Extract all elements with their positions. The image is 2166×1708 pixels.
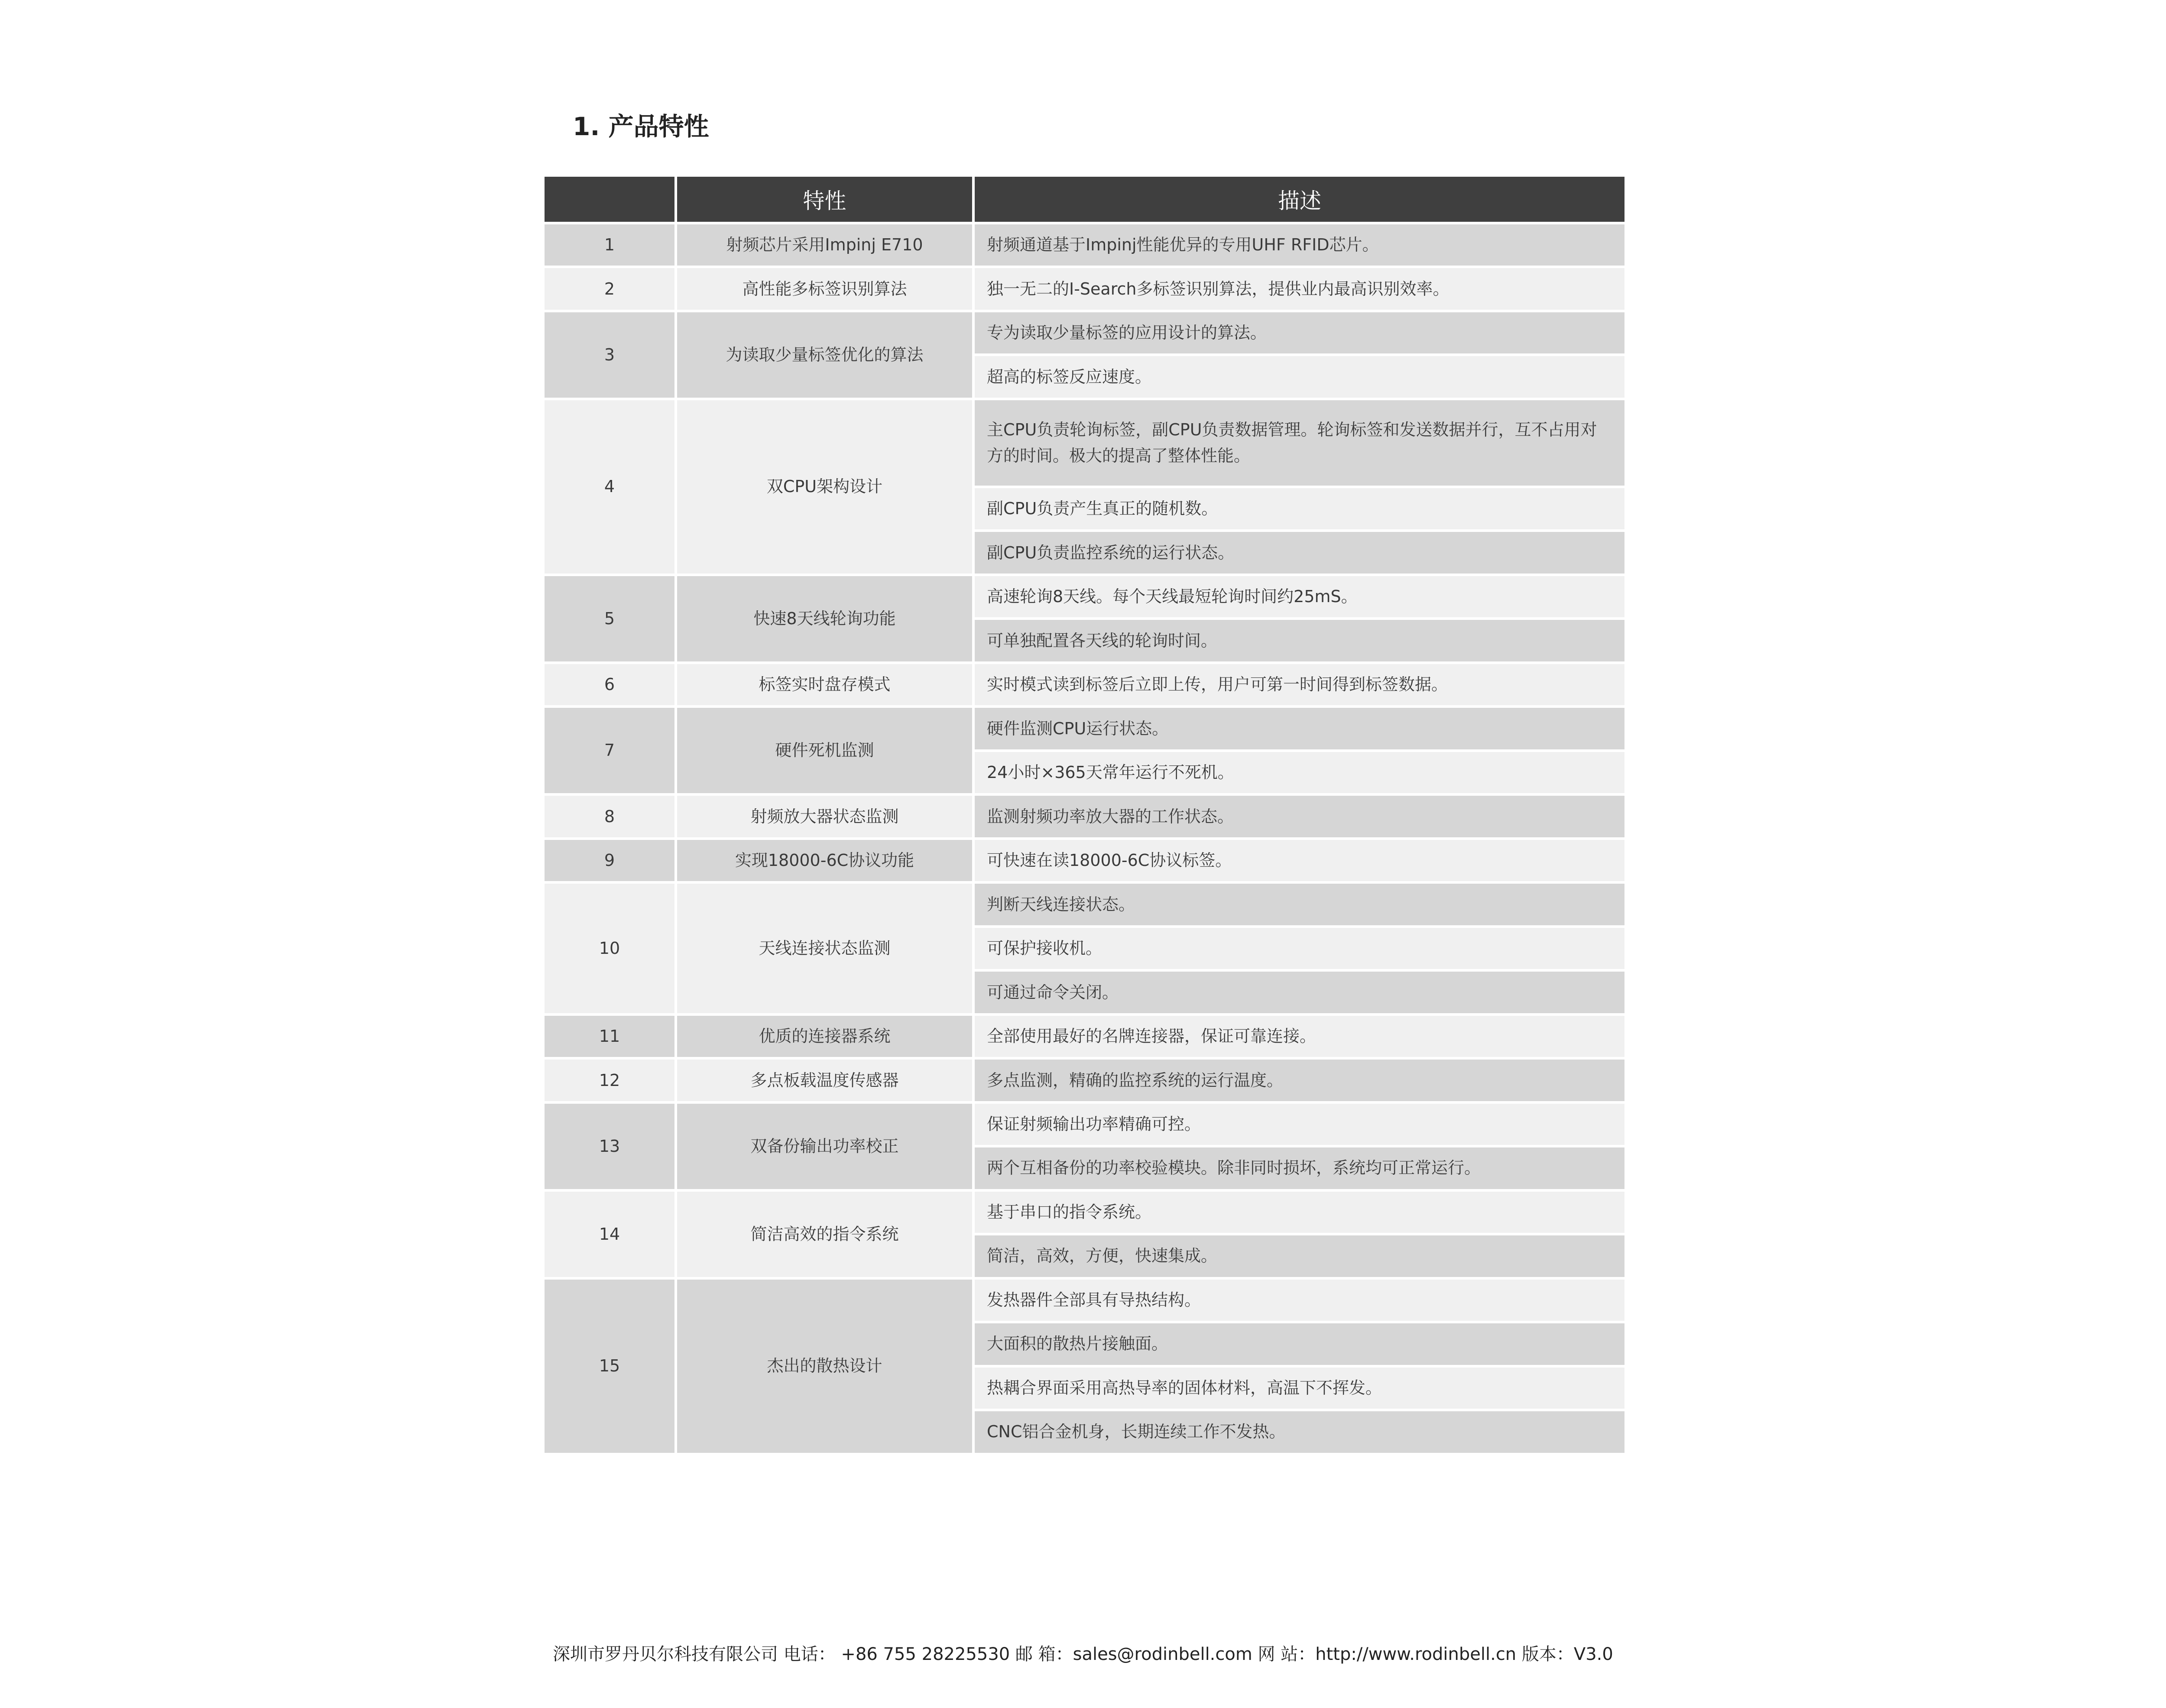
header-cell-feature: 特性	[677, 177, 972, 222]
feature-cell: 高性能多标签识别算法	[677, 268, 972, 309]
feature-cell: 杰出的散热设计	[677, 1280, 972, 1453]
description-cell: 多点监测，精确的监控系统的运行温度。	[975, 1060, 1624, 1101]
feature-cell: 为读取少量标签优化的算法	[677, 312, 972, 398]
description-cell: 判断天线连接状态。	[975, 884, 1624, 925]
row-number: 2	[545, 268, 674, 309]
header-cell-index	[545, 177, 674, 222]
description-cell: 主CPU负责轮询标签，副CPU负责数据管理。轮询标签和发送数据并行，互不占用对方的时间。极大的提高了整体性能。	[975, 400, 1624, 486]
row-number: 12	[545, 1060, 674, 1101]
header-cell-description: 描述	[975, 177, 1624, 222]
row-number: 1	[545, 224, 674, 266]
description-cell: 副CPU负责监控系统的运行状态。	[975, 532, 1624, 573]
description-cell: 超高的标签反应速度。	[975, 356, 1624, 397]
feature-cell: 简洁高效的指令系统	[677, 1192, 972, 1277]
description-cell: 发热器件全部具有导热结构。	[975, 1280, 1624, 1321]
feature-cell: 快速8天线轮询功能	[677, 576, 972, 661]
description-cell: 保证射频输出功率精确可控。	[975, 1104, 1624, 1145]
row-number: 15	[545, 1280, 674, 1453]
description-cell: 基于串口的指令系统。	[975, 1192, 1624, 1233]
description-cell: 射频通道基于Impinj性能优异的专用UHF RFID芯片。	[975, 224, 1624, 266]
row-number: 9	[545, 840, 674, 881]
description-cell: 监测射频功率放大器的工作状态。	[975, 796, 1624, 837]
feature-cell: 标签实时盘存模式	[677, 664, 972, 705]
feature-cell: 多点板载温度传感器	[677, 1060, 972, 1101]
features-table	[545, 177, 1624, 1497]
row-number: 13	[545, 1104, 674, 1189]
feature-cell: 天线连接状态监测	[677, 884, 972, 1013]
description-cell: 可单独配置各天线的轮询时间。	[975, 620, 1624, 661]
page-title: 1. 产品特性	[573, 112, 709, 141]
description-cell: 全部使用最好的名牌连接器，保证可靠连接。	[975, 1016, 1624, 1057]
row-number: 14	[545, 1192, 674, 1277]
feature-cell: 双备份输出功率校正	[677, 1104, 972, 1189]
row-number: 4	[545, 400, 674, 574]
row-number: 5	[545, 576, 674, 661]
footer-contact: 深圳市罗丹贝尔科技有限公司 电话： +86 755 28225530 邮 箱：sales@rodinbell.com 网 站：http://www.rodinbell.cn 版本：V3.0	[553, 1644, 1613, 1664]
feature-cell: 双CPU架构设计	[677, 400, 972, 574]
description-cell: 硬件监测CPU运行状态。	[975, 708, 1624, 749]
description-cell: 副CPU负责产生真正的随机数。	[975, 488, 1624, 529]
description-cell: 实时模式读到标签后立即上传，用户可第一时间得到标签数据。	[975, 664, 1624, 705]
description-cell: 两个互相备份的功率校验模块。除非同时损坏，系统均可正常运行。	[975, 1147, 1624, 1189]
description-cell: 专为读取少量标签的应用设计的算法。	[975, 312, 1624, 353]
feature-cell: 实现18000-6C协议功能	[677, 840, 972, 881]
description-cell: 可快速在读18000-6C协议标签。	[975, 840, 1624, 881]
description-cell: 大面积的散热片接触面。	[975, 1323, 1624, 1364]
description-cell: 热耦合界面采用高热导率的固体材料，高温下不挥发。	[975, 1368, 1624, 1409]
description-cell: 独一无二的I-Search多标签识别算法，提供业内最高识别效率。	[975, 268, 1624, 309]
row-number: 11	[545, 1016, 674, 1057]
feature-cell: 射频放大器状态监测	[677, 796, 972, 837]
feature-cell: 硬件死机监测	[677, 708, 972, 793]
row-number: 6	[545, 664, 674, 705]
description-cell: CNC铝合金机身，长期连续工作不发热。	[975, 1411, 1624, 1452]
row-number: 7	[545, 708, 674, 793]
row-number: 10	[545, 884, 674, 1013]
description-cell: 可保护接收机。	[975, 928, 1624, 969]
description-cell: 24小时×365天常年运行不死机。	[975, 752, 1624, 793]
description-cell: 简洁，高效，方便，快速集成。	[975, 1235, 1624, 1277]
row-number: 8	[545, 796, 674, 837]
description-cell: 可通过命令关闭。	[975, 972, 1624, 1013]
description-cell: 高速轮询8天线。每个天线最短轮询时间约25mS。	[975, 576, 1624, 617]
feature-cell: 优质的连接器系统	[677, 1016, 972, 1057]
feature-cell: 射频芯片采用Impinj E710	[677, 224, 972, 266]
row-number: 3	[545, 312, 674, 398]
